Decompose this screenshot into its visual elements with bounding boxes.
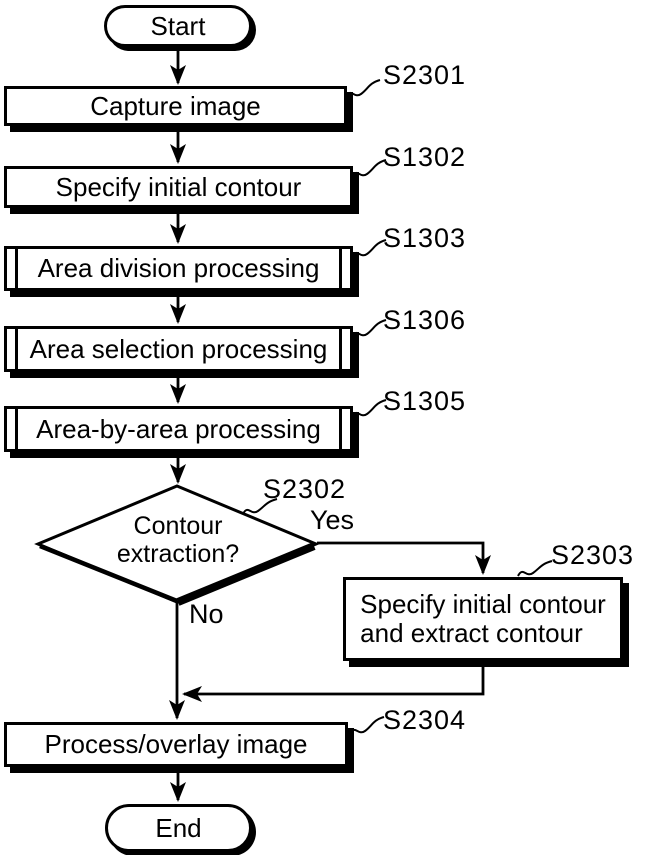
step-label-s2303: S2303: [551, 540, 635, 570]
leader-s1306: [352, 320, 386, 337]
end-label: End: [155, 812, 202, 843]
leader-s2304: [350, 717, 384, 734]
no-label: No: [189, 599, 224, 629]
step-label-s1302: S1302: [383, 142, 467, 172]
step-label-s2304: S2304: [383, 705, 467, 735]
step-label-s2301: S2301: [383, 60, 467, 90]
specify-and-extract-node: [343, 577, 623, 661]
step-label-s1303: S1303: [383, 223, 467, 253]
start-terminal: [104, 5, 252, 47]
area-by-area-node: [4, 406, 353, 452]
specify-and-extract-label: Specify initial contour and extract contour: [360, 589, 606, 648]
leader-s2303: [518, 561, 552, 576]
leader-s1303: [352, 240, 386, 257]
step-label-s2302: S2302: [263, 474, 347, 504]
arrow-yes-branch: [317, 543, 483, 573]
area-division-label: Area division processing: [37, 253, 320, 284]
process-overlay-label: Process/overlay image: [44, 729, 308, 760]
area-division-node: [4, 246, 353, 291]
arrow-extract-return: [184, 661, 483, 694]
leader-s2301: [346, 80, 380, 97]
step-label-s1305: S1305: [383, 386, 467, 416]
leader-s1302: [352, 160, 386, 177]
area-selection-node: [4, 326, 353, 372]
step-label-s1306: S1306: [383, 305, 467, 335]
process-overlay-node: [4, 722, 348, 767]
area-selection-label: Area selection processing: [29, 333, 328, 364]
capture-image-node: [4, 86, 347, 126]
capture-image-label: Capture image: [90, 90, 261, 121]
decision-label: Contour extraction?: [116, 512, 240, 568]
area-by-area-label: Area-by-area processing: [36, 413, 321, 444]
start-label: Start: [150, 10, 206, 41]
yes-label: Yes: [310, 505, 355, 535]
leader-s1305: [352, 400, 386, 417]
specify-initial-contour-node: [4, 166, 353, 208]
specify-initial-contour-label: Specify initial contour: [55, 171, 302, 202]
end-terminal: [105, 804, 252, 852]
